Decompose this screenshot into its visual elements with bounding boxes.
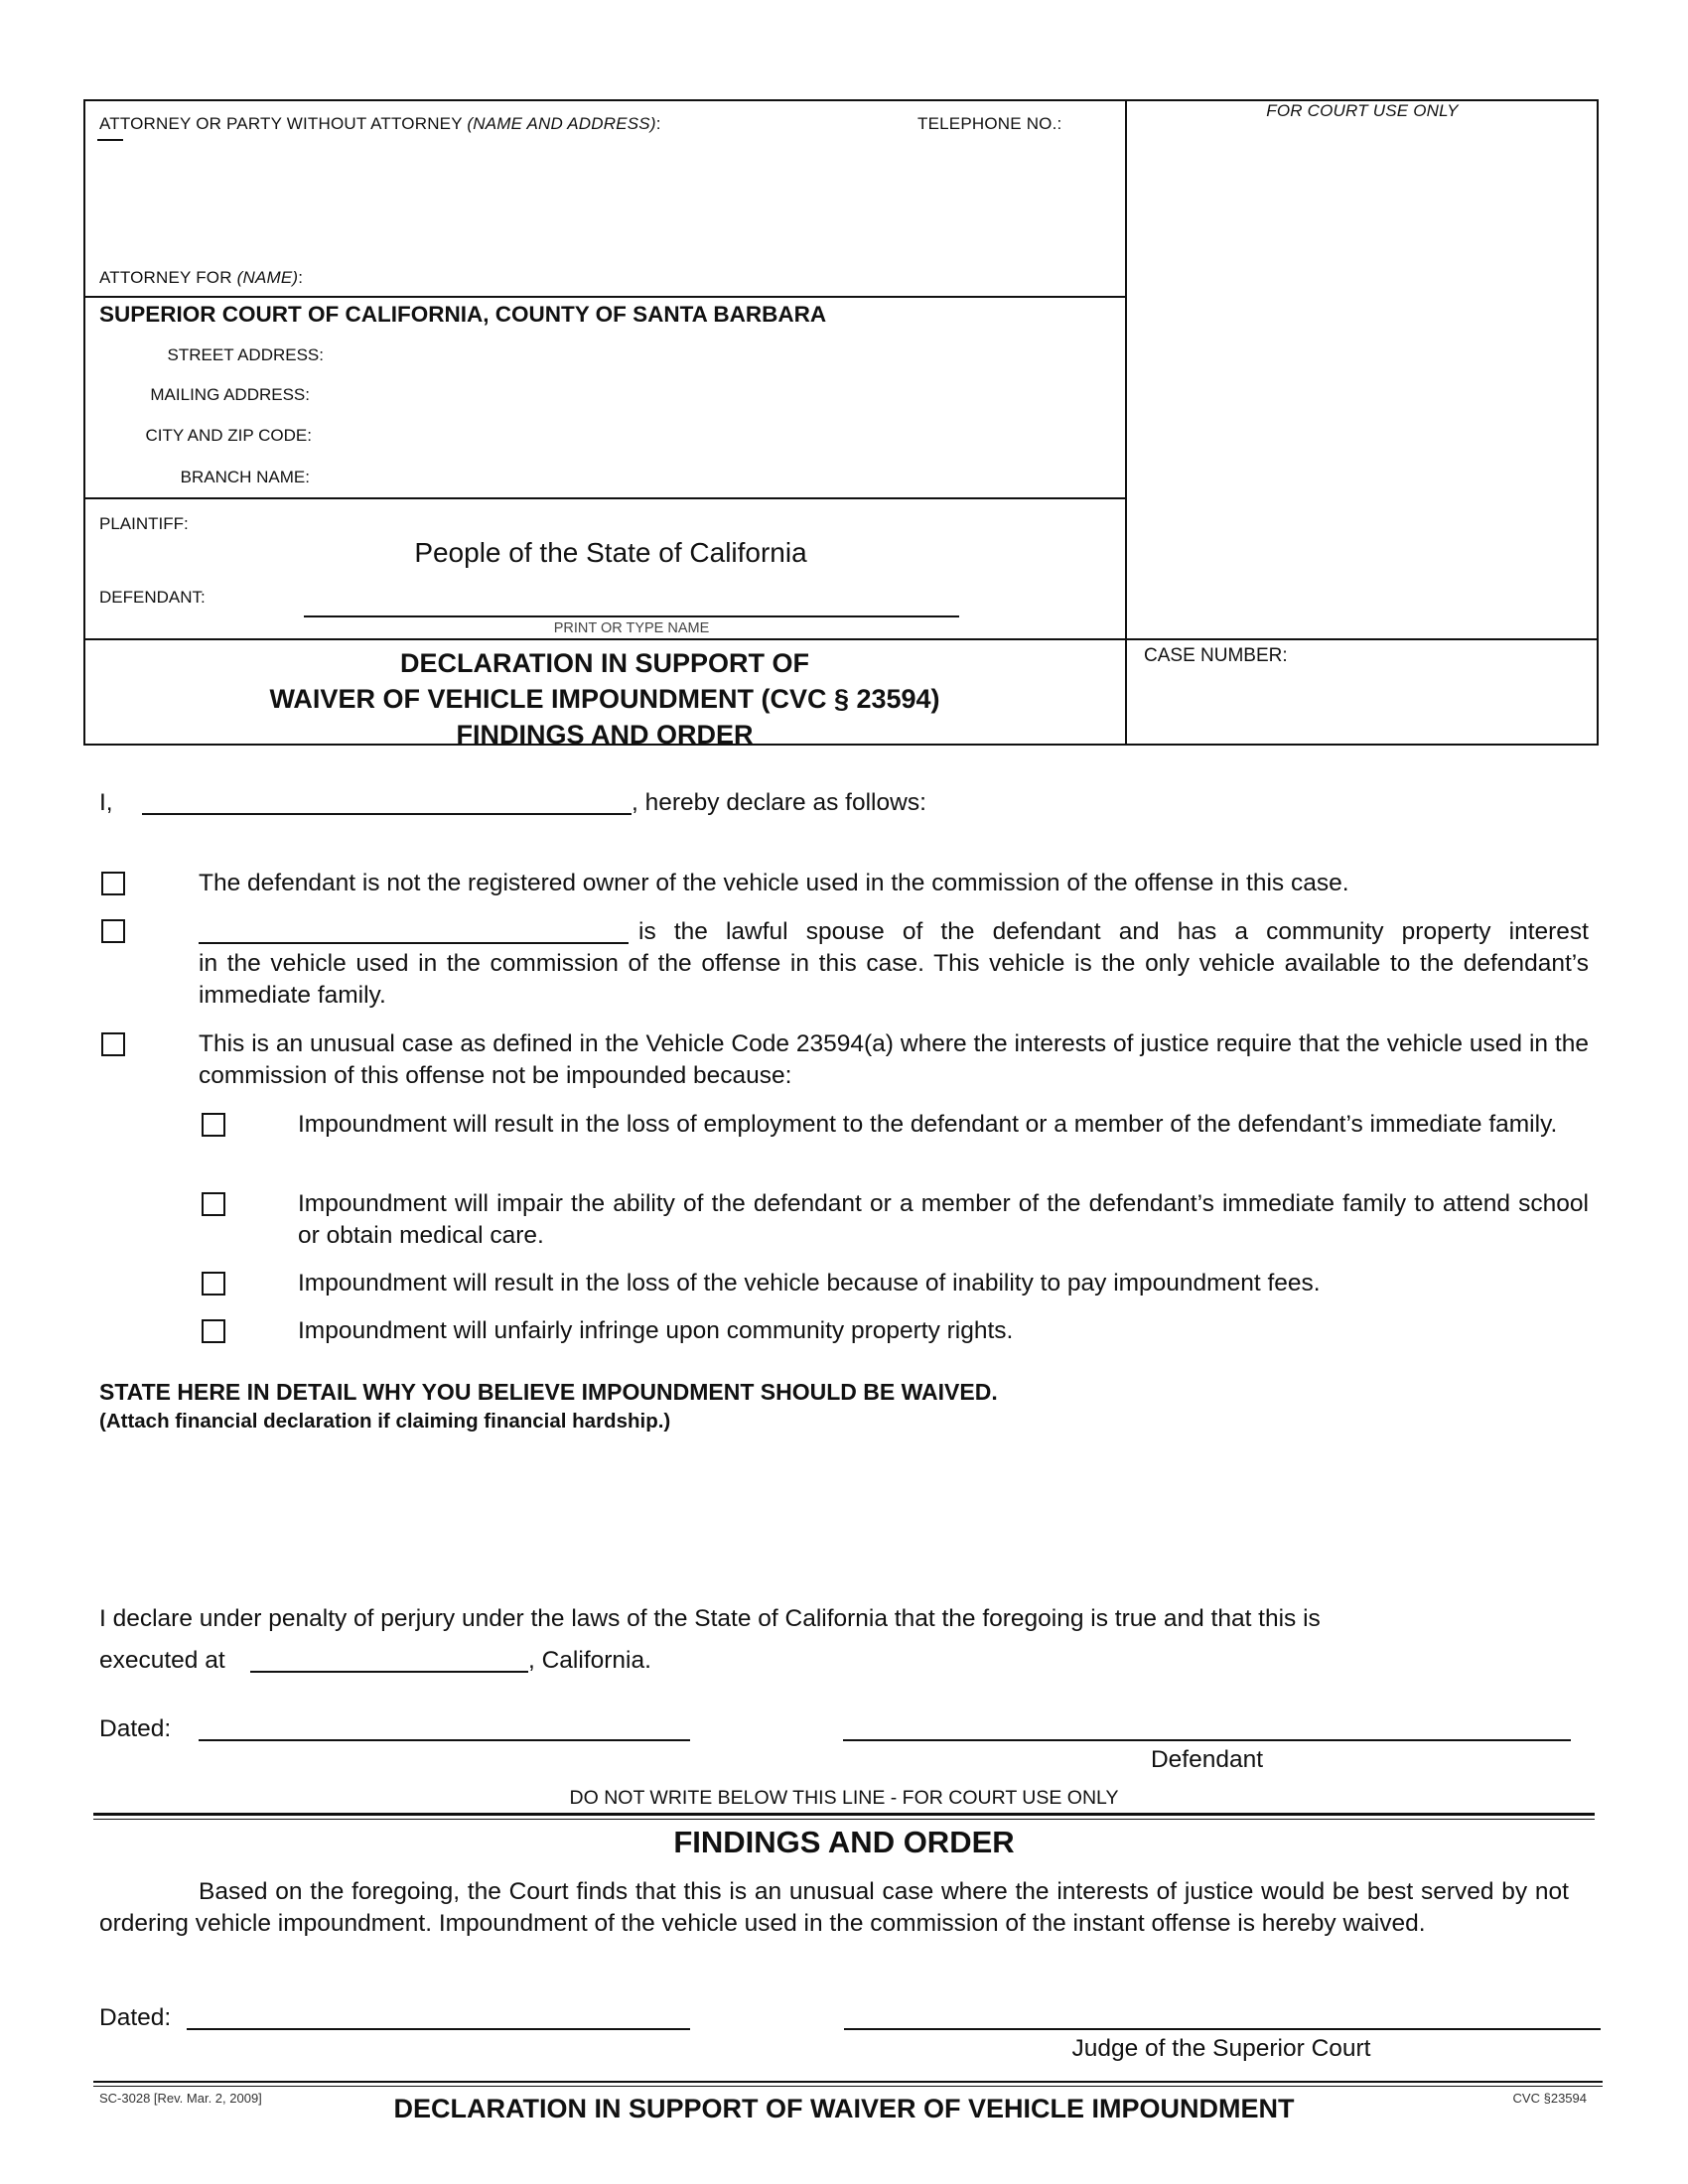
checkbox-not-owner[interactable] — [101, 872, 125, 895]
form-title — [85, 645, 1124, 752]
form-title-line2: WAIVER OF VEHICLE IMPOUNDMENT (CVC § 23594) — [269, 684, 940, 714]
detail-heading: STATE HERE IN DETAIL WHY YOU BELIEVE IMPOUNDMENT SHOULD BE WAIVED. — [99, 1379, 998, 1405]
attorney-label: ATTORNEY OR PARTY WITHOUT ATTORNEY (NAME AND ADDRESS): — [99, 114, 661, 133]
judge-signature-line[interactable] — [844, 2028, 1601, 2030]
spouse-name-line[interactable] — [199, 942, 629, 944]
option-not-owner: The defendant is not the registered owner of the vehicle used in the commission of the offense in this case. — [199, 870, 1349, 896]
footer-rule-bottom — [93, 2086, 1603, 2087]
intro-prefix: I, — [99, 789, 113, 816]
checkbox-spouse[interactable] — [101, 919, 125, 943]
do-not-write-notice: DO NOT WRITE BELOW THIS LINE - FOR COURT USE ONLY — [569, 1787, 1119, 1809]
court-use-only-label: FOR COURT USE ONLY — [1266, 101, 1459, 120]
defendant-signature-line[interactable] — [843, 1739, 1571, 1741]
print-or-type-label: PRINT OR TYPE NAME — [553, 620, 710, 636]
branch-name-label: BRANCH NAME: — [180, 468, 310, 486]
declarant-name-line[interactable] — [142, 813, 632, 815]
mailing-address-label: MAILING ADDRESS: — [150, 385, 310, 404]
sub-loss-employment: Impoundment will result in the loss of employment to the defendant or a member of the defendant’s immediate family. — [298, 1111, 1558, 1138]
declaration-dated-label: Dated: — [99, 1715, 172, 1742]
executed-at-line[interactable] — [250, 1671, 528, 1673]
declaration-date-line[interactable] — [199, 1739, 690, 1741]
findings-title: FINDINGS AND ORDER — [673, 1825, 1015, 1859]
checkbox-community-property[interactable] — [202, 1319, 225, 1343]
option-unusual-case: This is an unusual case as defined in the Vehicle Code 23594(a) where the interests of justice require that the vehicle used in the commission of this offense not be impounded because: — [199, 1030, 1589, 1089]
city-zip-label: CITY AND ZIP CODE: — [145, 426, 312, 445]
telephone-label: TELEPHONE NO.: — [917, 114, 1062, 133]
footer-title: DECLARATION IN SUPPORT OF WAIVER OF VEHICLE IMPOUNDMENT — [393, 2094, 1295, 2123]
findings-date-line[interactable] — [187, 2028, 690, 2030]
executed-suffix: , California. — [528, 1647, 651, 1674]
perjury-statement: I declare under penalty of perjury under the laws of the State of California that the foregoing is true and that this is — [99, 1605, 1321, 1632]
plaintiff-value: People of the State of California — [414, 537, 807, 568]
sub-school-medical: Impoundment will impair the ability of the defendant or a member of the defendant’s immediate family to attend school or obtain medical care. — [298, 1190, 1589, 1249]
court-section-rule-top — [93, 1813, 1595, 1816]
detail-text-area[interactable] — [99, 1439, 1589, 1588]
option-spouse-rest: in the vehicle used in the commission of the offense in this case. This vehicle is the only vehicle available to the defendant’s immediate family. — [199, 950, 1589, 1009]
plaintiff-label: PLAINTIFF: — [99, 514, 189, 533]
judge-signature-label: Judge of the Superior Court — [1071, 2035, 1371, 2062]
checkbox-loss-employment[interactable] — [202, 1113, 225, 1137]
case-number-label: CASE NUMBER: — [1144, 645, 1288, 666]
intro-suffix: , hereby declare as follows: — [632, 789, 926, 816]
street-address-label: STREET ADDRESS: — [167, 345, 324, 364]
sub-impound-fees: Impoundment will result in the loss of the vehicle because of inability to pay impoundment fees. — [298, 1270, 1321, 1297]
footer-rule-top — [93, 2081, 1603, 2083]
defendant-label: DEFENDANT: — [99, 588, 206, 607]
divider-attorney — [83, 296, 1126, 298]
attorney-for-label: ATTORNEY FOR (NAME): — [99, 268, 304, 287]
divider-parties — [83, 638, 1599, 640]
attorney-tick-mark — [97, 139, 123, 141]
court-name: SUPERIOR COURT OF CALIFORNIA, COUNTY OF SANTA BARBARA — [99, 302, 827, 327]
findings-dated-label: Dated: — [99, 2004, 172, 2031]
checkbox-unusual-case[interactable] — [101, 1032, 125, 1056]
form-title-line3: FINDINGS AND ORDER — [456, 720, 754, 750]
form-title-line1: DECLARATION IN SUPPORT OF — [399, 648, 809, 678]
footer-code: CVC §23594 — [1512, 2091, 1587, 2106]
court-section-rule-bottom — [93, 1819, 1595, 1820]
divider-court — [83, 497, 1126, 499]
form-id: SC-3028 [Rev. Mar. 2, 2009] — [99, 2091, 262, 2106]
checkbox-impound-fees[interactable] — [202, 1272, 225, 1296]
findings-text: Based on the foregoing, the Court finds that this is an unusual case where the interests of justice would be best served by not ordering vehicle impoundment. Impoundment of the vehicle used in the commission of the instant offense is hereby waived. — [99, 1878, 1569, 1937]
caption-vertical-divider — [1125, 99, 1127, 746]
option-spouse-suffix: is the lawful spouse of the defendant and has a community property interest — [638, 918, 1589, 945]
defendant-name-line[interactable] — [304, 615, 959, 617]
sub-community-property: Impoundment will unfairly infringe upon community property rights. — [298, 1317, 1014, 1344]
detail-subheading: (Attach financial declaration if claiming financial hardship.) — [99, 1410, 671, 1433]
checkbox-school-medical[interactable] — [202, 1192, 225, 1216]
defendant-signature-label: Defendant — [1150, 1746, 1264, 1773]
executed-prefix: executed at — [99, 1647, 225, 1674]
